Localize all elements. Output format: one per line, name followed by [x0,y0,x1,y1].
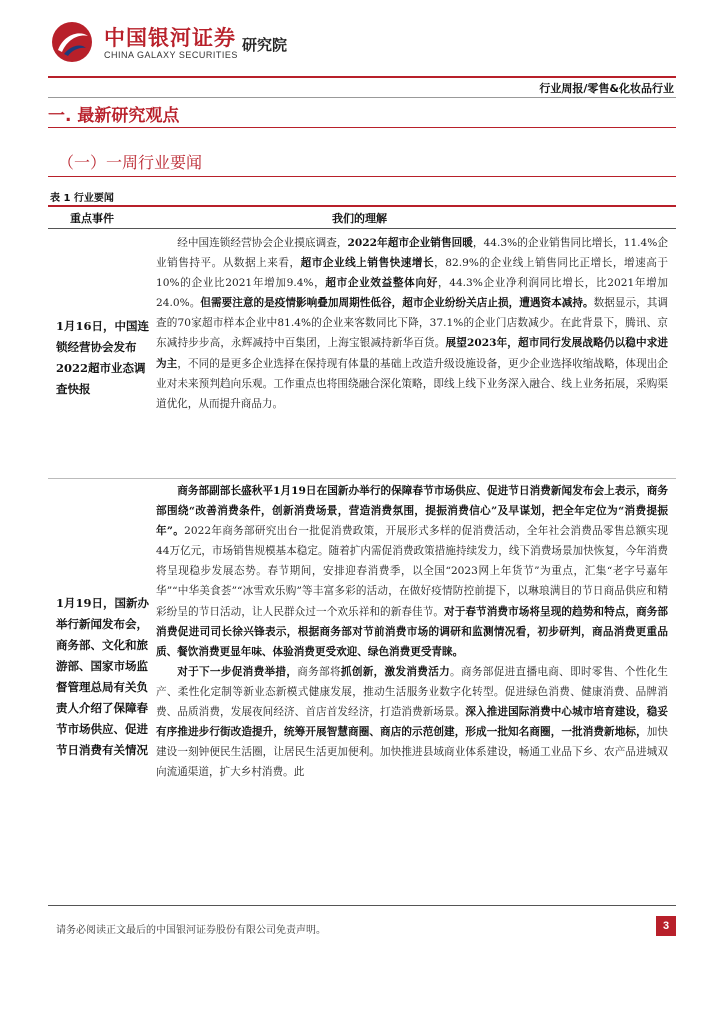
bold-text-run: 商务部副部长盛秋平1月19日在国新办举行的保障春节市场供应、促进节日消费新闻发布会上表示，商务部围绕“改善消费条件，创新消费场景，营造消费氛围，提振消费信心”及早谋划，把全年定位为“消费提振年”。 [156,485,668,538]
bold-text-run: 深入推进国际消费中心城市培育建设，稳妥有序推进步行街改造提升，统筹开展智慧商圈、商店的示范创建，形成一批知名商圈，一批消费新地标， [156,706,669,739]
report-category: 行业周报/零售&化妆品行业 [539,82,674,95]
view-cell [156,233,668,414]
view-paragraph [156,481,668,662]
page-header [0,0,724,100]
subsection-rule [48,176,676,177]
text-run: ，44.3%的企业销售同比增长，11.4%企业销售持平。从数据上来看， [156,237,669,270]
text-run: ，不同的是更多企业选择在保持现有体量的基础上改造升级设施设备，更少企业选择收缩战略，体现出企业对未来预判趋向乐观。工作重点也将围绕融合深化策略，即线上线下业务深入融合、线上业务拓展，采购渠道优化，从而提升商品力。 [156,357,669,410]
bold-text-run: 但需要注意的是疫情影响叠加周期性低谷，超市企业纷纷关店止损，遭遇资本减持。 [200,297,594,310]
text-run: ，44.3%企业净利润同比增长，比2021年增加24.0%。 [156,277,669,310]
table-header [48,207,676,227]
bold-text-run: 2022年超市企业销售回暖 [347,237,473,249]
bold-text-run: 超市企业线上销售快速增长 [300,257,435,270]
view-paragraph [156,662,668,783]
table-row [48,478,676,898]
column-header-view: 我们的理解 [332,212,387,225]
bold-text-run: 超市企业效益整体向好 [325,277,438,290]
view-cell [156,481,668,782]
brand-name-cn: 中国银河证券 [104,26,236,50]
section-rule [48,127,676,128]
header-subrule [48,97,676,98]
bold-text-run: 展望2023年，超市同行发展战略仍以稳中求进为主 [156,337,669,370]
footer-rule [48,905,676,906]
galaxy-logo-icon [50,20,94,64]
page-number: 3 [656,916,676,936]
text-run: 经中国连锁经营协会企业摸底调查， [177,237,348,249]
institute-label: 研究院 [242,36,288,54]
text-run: 加快建设一刻钟便民生活圈，让居民生活更加便利。加快推进县域商业体系建设，畅通工业品下乡、农产品进城双向流通渠道，扩大乡村消费。此 [156,726,668,779]
event-cell: 1月16日，中国连锁经营协会发布2022超市业态调查快报 [56,319,150,396]
table-caption: 表 1 行业要闻 [50,193,114,204]
text-run: 商务部将 [297,665,341,678]
bold-text-run: 抓创新，激发消费活力 [340,665,451,678]
text-run: 2022年商务部研究出台一批促消费政策，开展形式多样的促消费活动，全年社会消费品零售总额实现44万亿元，市场销售规模基本稳定。随着扩内需促消费政策措施持续发力，线下消费场景加快恢复，今年消费将呈现稳步发展态势。春节期间，安排迎春消费季，以全国“2023网上年货节”为重点，汇集“老字号嘉年华”“中华美食荟”“冰雪欢乐购”等丰富多彩的活动，在做好疫情防控前提下，以琳琅满目的节日商品供应和精彩纷呈的节日活动，让人民群众过一个欢乐祥和的新春佳节。 [156,525,668,618]
subsection-title: （一）一周行业要闻 [58,153,203,172]
header-rule [48,76,676,78]
event-cell: 1月19日，国新办举行新闻发布会，商务部、文化和旅游部、国家市场监督管理总局有关负责人介绍了保障春节市场供应、促进节日消费有关情况 [56,596,150,757]
disclaimer-text: 请务必阅读正文最后的中国银河证券股份有限公司免责声明。 [56,925,326,936]
bold-text-run: 对于下一步促消费举措， [177,665,298,678]
text-run: ，82.9%的企业线上销售同比正增长，增速高于10%的企业比2021年增加9.4%， [156,257,669,290]
column-header-event: 重点事件 [70,212,114,225]
brand-name-en: CHINA GALAXY SECURITIES [104,50,238,60]
text-run: 数据显示，其调查的70家超市样本企业中81.4%的企业来客数同比下降，37.1%的企业门店数减少。在此背景下，腾讯、京东减持步步高，永辉减持中百集团，上海宝银减持新华百货。 [156,297,669,350]
section-title: 一. 最新研究观点 [48,106,180,126]
table-header-rule [48,228,676,229]
table-row [48,230,676,478]
view-paragraph [156,233,668,414]
bold-text-run: 对于春节消费市场将呈现的趋势和特点，商务部消费促进司司长徐兴锋表示，根据商务部对节前消费市场的调研和监测情况看，初步研判，商品消费更重品质、餐饮消费更显年味、体验消费更受欢迎、绿色消费更受青睐。 [156,605,669,658]
text-run: 。商务部促进直播电商、即时零售、个性化生产、柔性化定制等新业态新模式健康发展，推动生活服务业数字化转型。促进绿色消费、健康消费、品牌消费、品质消费，发展夜间经济、首店首发经济，打造消费新场景。 [156,665,669,719]
